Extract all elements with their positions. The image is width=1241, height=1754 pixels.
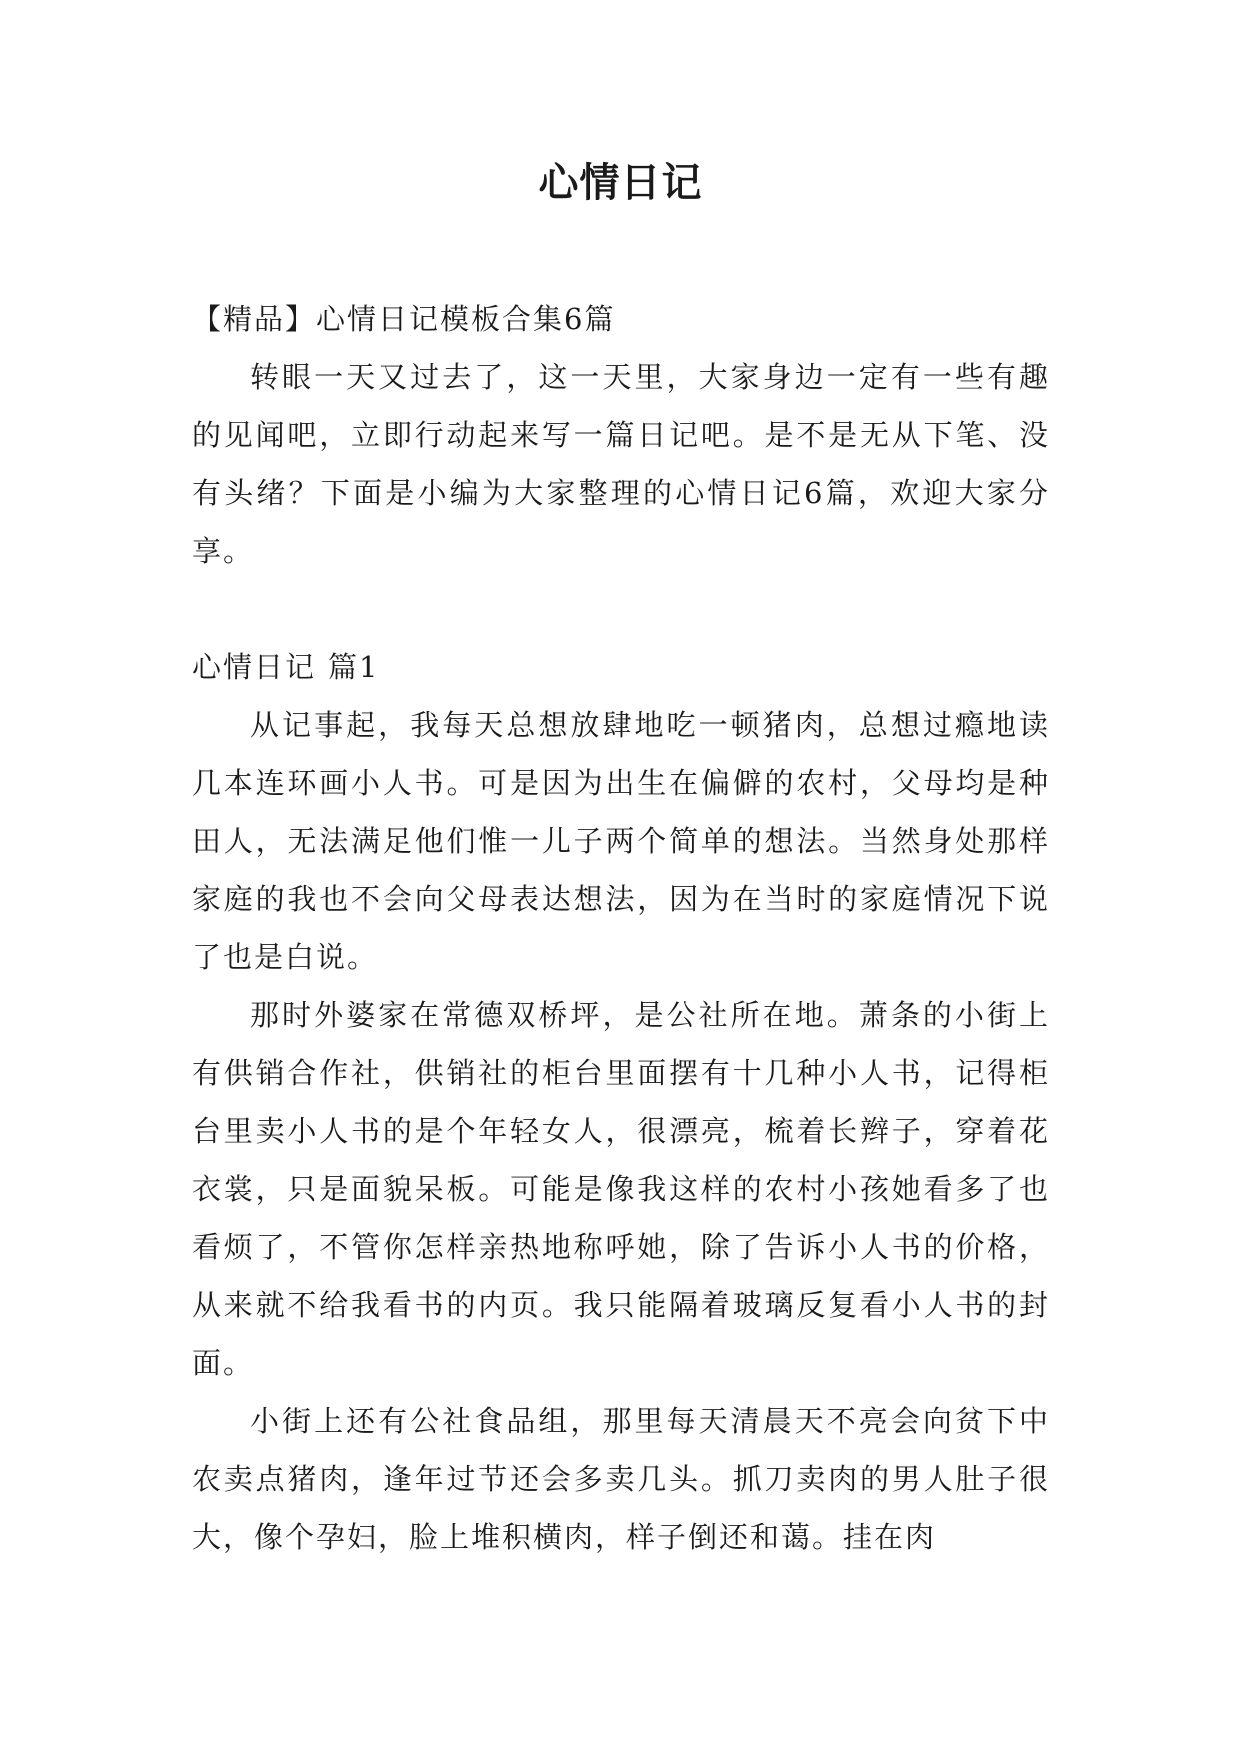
body-paragraph: 小街上还有公社食品组，那里每天清晨天不亮会向贫下中农卖点猪肉，逢年过节还会多卖几头。抓刀卖肉的男人肚子很大，像个孕妇，脸上堆积横肉，样子倒还和蔼。挂在肉: [192, 1404, 1050, 1554]
section-heading-label: 心情日记: [192, 650, 317, 684]
document-body: [192, 290, 1050, 1566]
document-subtitle: 【精品】心情日记模板合集6篇: [192, 302, 616, 336]
body-paragraph: 那时外婆家在常德双桥坪，是公社所在地。萧条的小街上有供销合作社，供销社的柜台里面摆有十几种小人书，记得柜台里卖小人书的是个年轻女人，很漂亮，梳着长辫子，穿着花衣裳，只是面貌呆板。可能是像我这样的农村小孩她看多了也看烦了，不管你怎样亲热地称呼她，除了告诉小人书的价格，从来就不给我看书的内页。我只能隔着玻璃反复看小人书的封面。: [192, 998, 1050, 1380]
intro-paragraph: 转眼一天又过去了，这一天里，大家身边一定有一些有趣的见闻吧，立即行动起来写一篇日记吧。是不是无从下笔、没有头绪？下面是小编为大家整理的心情日记6篇，欢迎大家分享。: [192, 360, 1050, 568]
section-number: 篇1: [328, 650, 380, 684]
body-paragraph: 从记事起，我每天总想放肆地吃一顿猪肉，总想过瘾地读几本连环画小人书。可是因为出生在偏僻的农村，父母均是种田人，无法满足他们惟一儿子两个简单的想法。当然身处那样家庭的我也不会向父母表达想法，因为在当时的家庭情况下说了也是白说。: [192, 708, 1050, 974]
page-title: 心情日记: [538, 160, 703, 206]
section-heading: [192, 638, 1050, 696]
